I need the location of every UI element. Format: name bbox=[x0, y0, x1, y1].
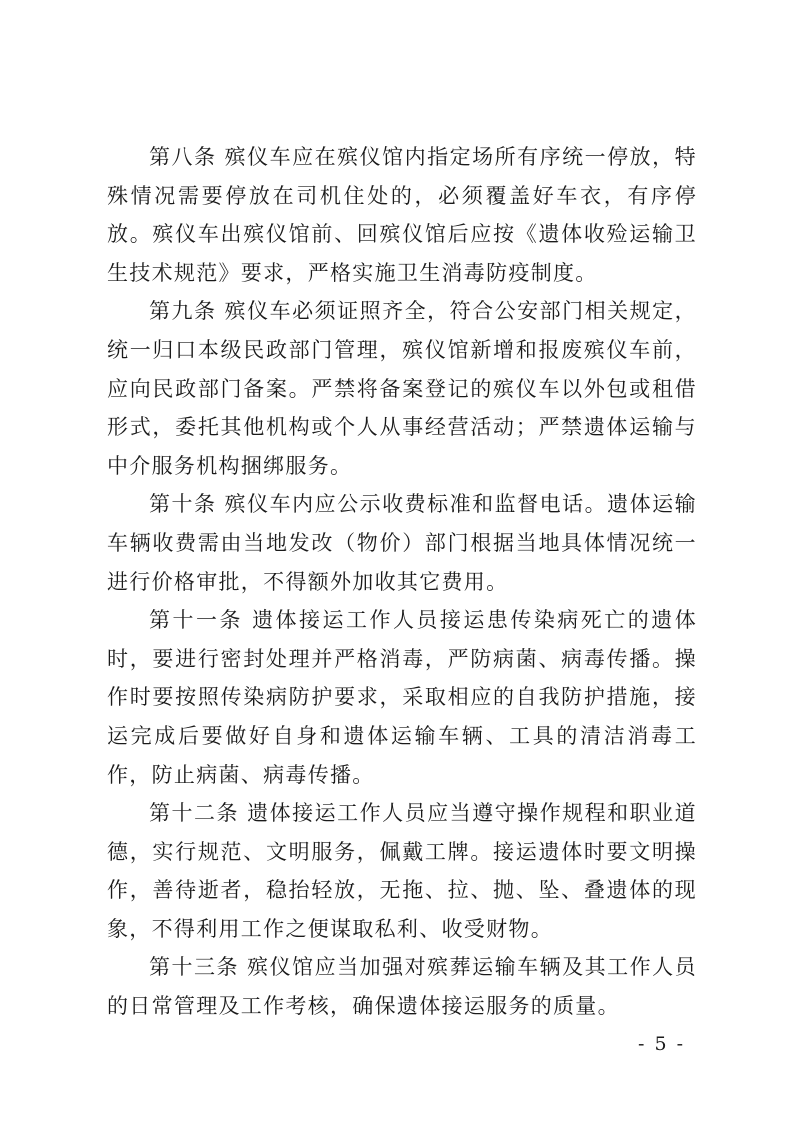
article-10-paragraph: 第十条 殡仪车内应公示收费标准和监督电话。遗体运输车辆收费需由当地发改（物价）部门根据当地具体情况统一进行价格审批，不得额外加收其它费用。 bbox=[107, 492, 697, 594]
article-11-paragraph: 第十一条 遗体接运工作人员接运患传染病死亡的遗体时，要进行密封处理并严格消毒，严防病菌、病毒传播。操作时要按照传染病防护要求，采取相应的自我防护措施，接运完成后要做好自身和遗体运输车辆、工具的清洁消毒工作，防止病菌、病毒传播。 bbox=[107, 608, 697, 787]
page-number: - 5 - bbox=[637, 1033, 685, 1055]
article-8-paragraph: 第八条 殡仪车应在殡仪馆内指定场所有序统一停放，特殊情况需要停放在司机住处的，必须覆盖好车衣，有序停放。殡仪车出殡仪馆前、回殡仪馆后应按《遗体收殓运输卫生技术规范》要求，严格实施卫生消毒防疫制度。 bbox=[107, 145, 697, 285]
article-13-paragraph: 第十三条 殡仪馆应当加强对殡葬运输车辆及其工作人员的日常管理及工作考核，确保遗体接运服务的质量。 bbox=[107, 955, 697, 1019]
article-12-paragraph: 第十二条 遗体接运工作人员应当遵守操作规程和职业道德，实行规范、文明服务，佩戴工牌。接运遗体时要文明操作，善待逝者，稳抬轻放，无拖、拉、抛、坠、叠遗体的现象，不得利用工作之便谋取私利、收受财物。 bbox=[107, 801, 697, 941]
article-9-paragraph: 第九条 殡仪车必须证照齐全，符合公安部门相关规定，统一归口本级民政部门管理，殡仪馆新增和报废殡仪车前，应向民政部门备案。严禁将备案登记的殡仪车以外包或租借形式，委托其他机构或个人从事经营活动；严禁遗体运输与中介服务机构捆绑服务。 bbox=[107, 299, 697, 478]
document-body bbox=[107, 138, 697, 1026]
